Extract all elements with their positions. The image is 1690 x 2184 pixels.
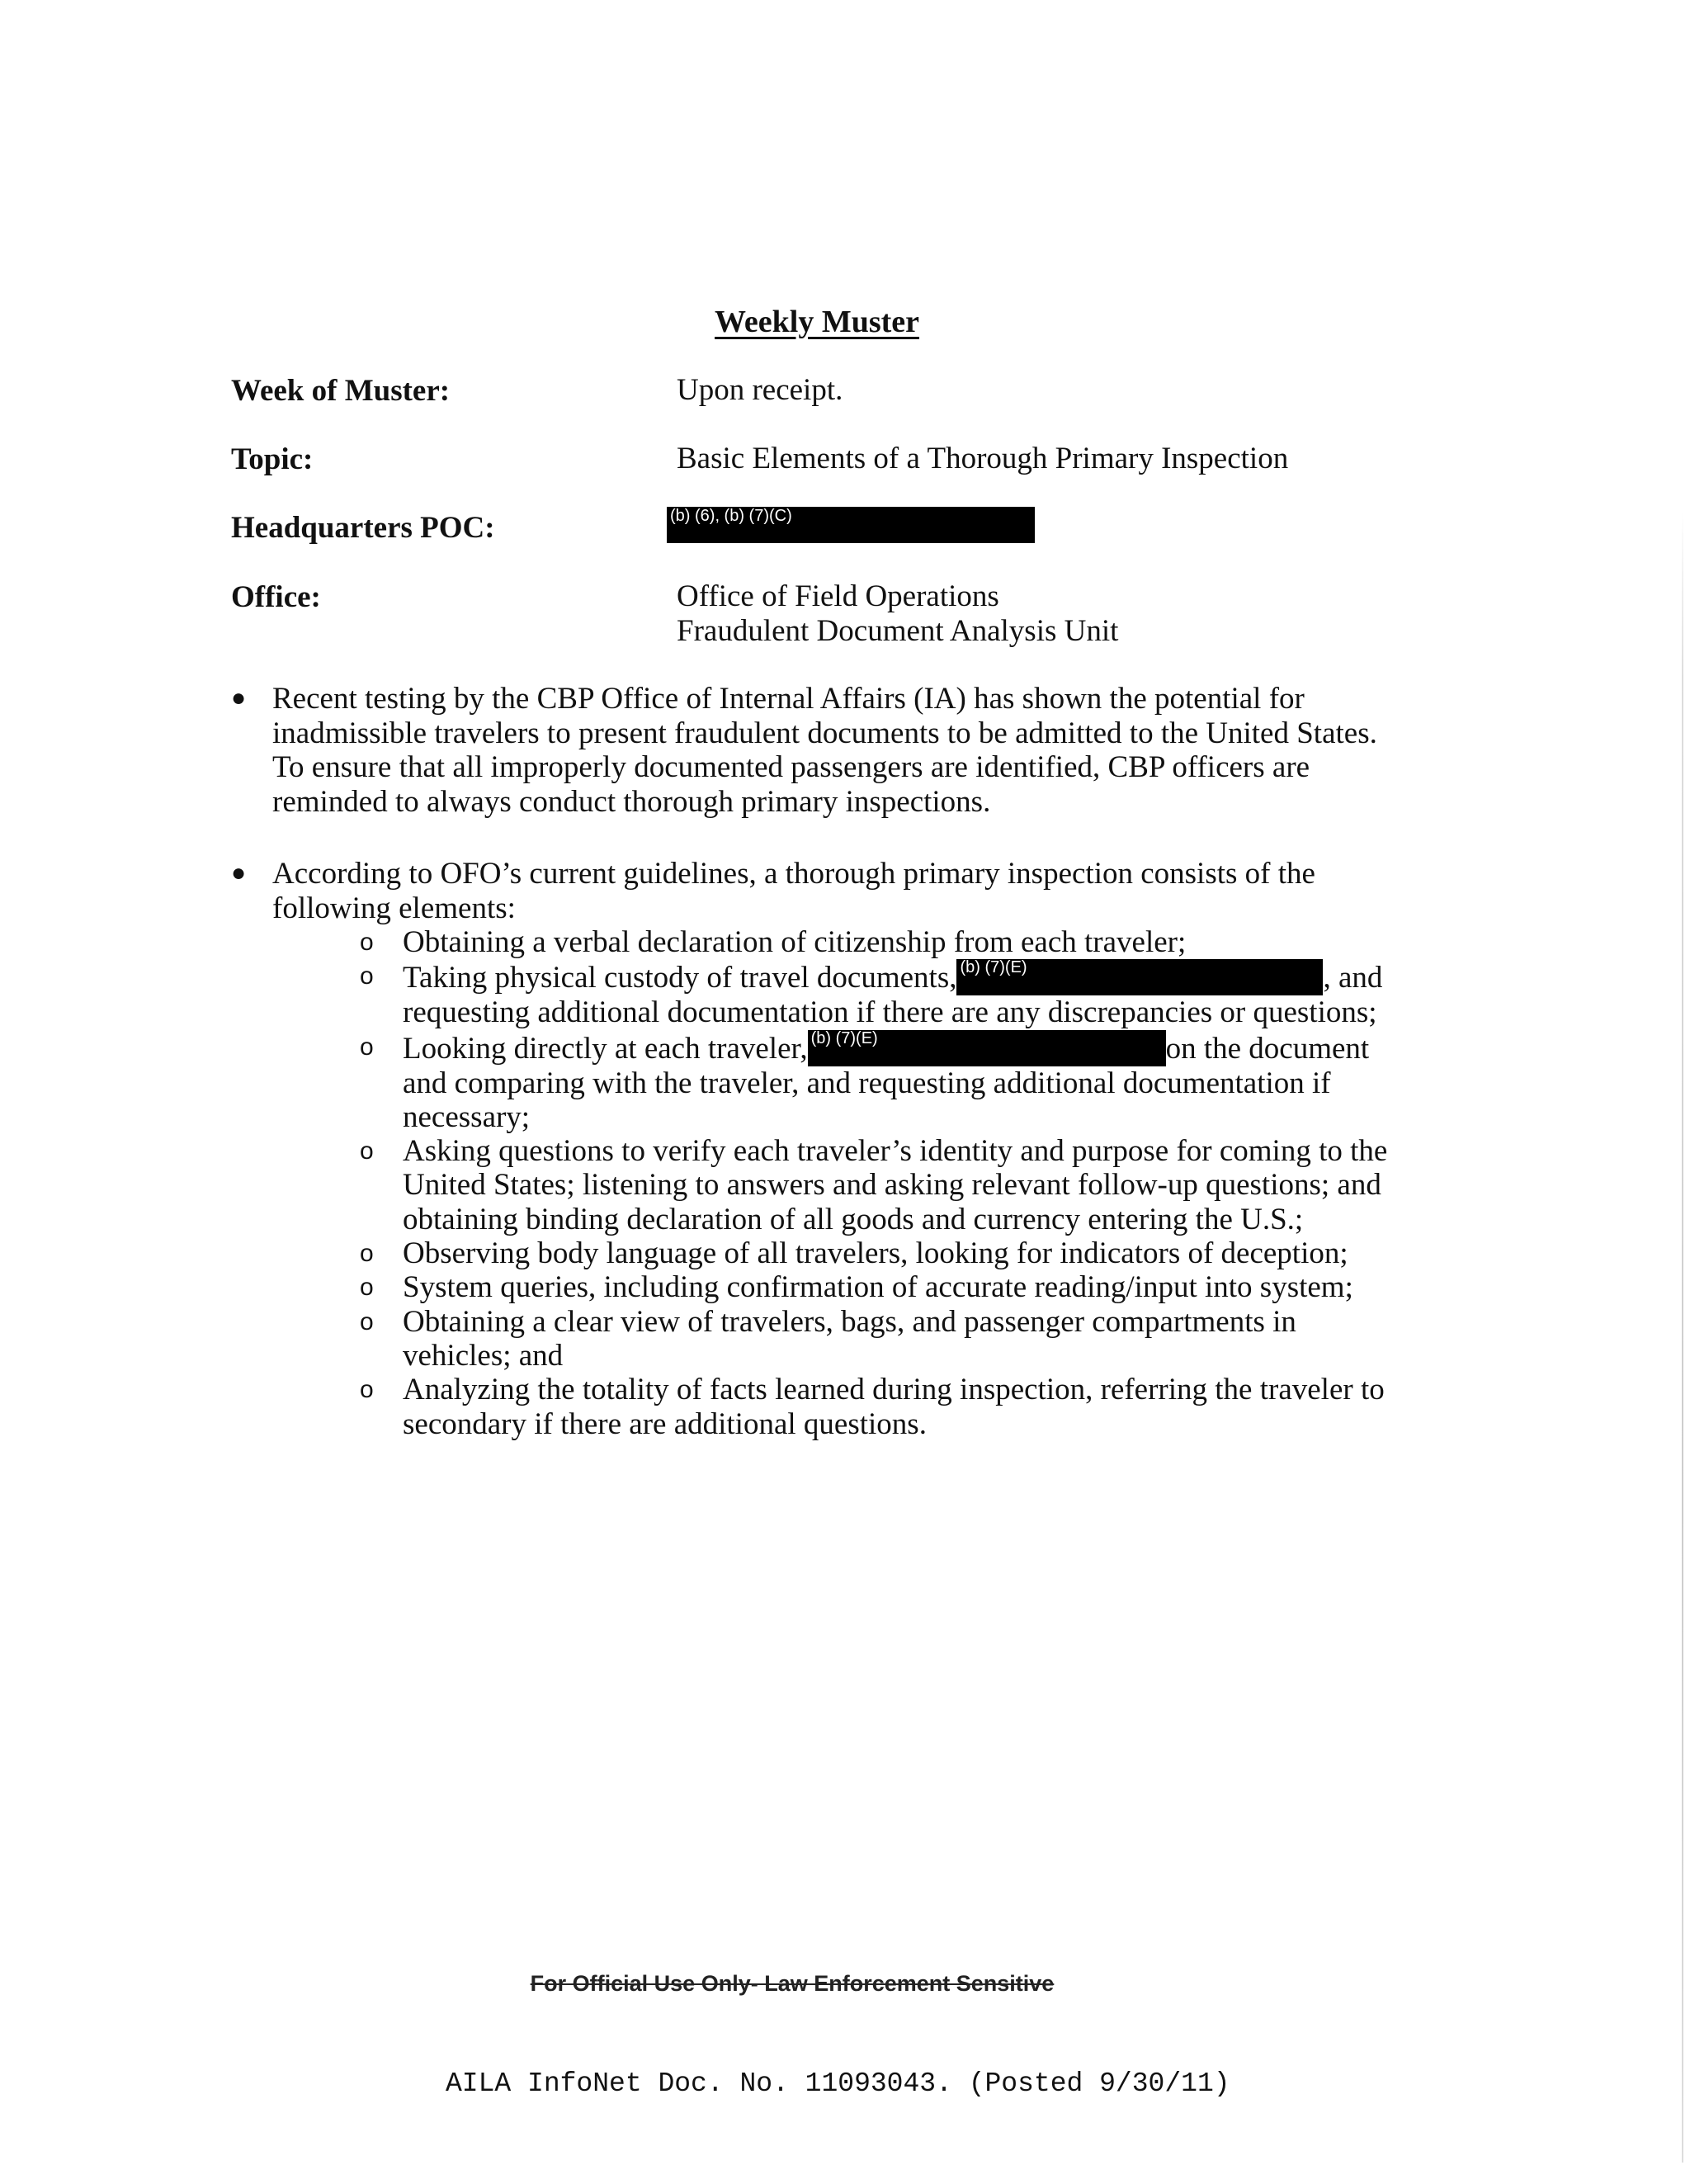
circle-bullet-icon: o	[360, 962, 374, 990]
circle-bullet-icon: o	[360, 929, 374, 956]
circle-bullet-icon: o	[360, 1376, 374, 1404]
field-label-poc: Headquarters POC:	[231, 511, 495, 545]
list-item-text: Observing body language of all travelers, looking for indicators of deception;	[403, 1236, 1348, 1271]
list-item	[360, 1373, 1393, 1441]
list-item-text: Analyzing the totality of facts learned during inspection, referring the traveler to secondary if there are additional questions.	[403, 1373, 1385, 1441]
list-item	[360, 959, 1393, 1030]
circle-bullet-icon: o	[360, 1137, 374, 1165]
page-title: Weekly Muster	[715, 305, 920, 339]
classification-marking: For Official Use Only- Law Enforcement Sensitive	[530, 1971, 1055, 1996]
redaction-box-poc: (b) (6), (b) (7)(C)	[667, 507, 1035, 543]
list-item-text: on the document and comparing with the traveler, and requesting additional documentation if necessary;	[403, 1031, 1370, 1134]
list-item-text: , and requesting additional documentation if there are any discrepancies or questions;	[403, 961, 1383, 1030]
field-value-office-line2: Fraudulent Document Analysis Unit	[677, 614, 1119, 648]
field-label-topic: Topic:	[231, 442, 314, 476]
field-value-office-line1: Office of Field Operations	[677, 579, 999, 613]
list-item-text: System queries, including confirmation of accurate reading/input into system;	[403, 1270, 1353, 1305]
circle-bullet-icon: o	[360, 1274, 374, 1302]
list-item-text: Asking questions to verify each traveler’s identity and purpose for coming to the United States; listening to answers and asking relevant follow-up questions; and obtaining binding declaration of all goods and currency entering the U.S.;	[403, 1134, 1388, 1236]
inspection-elements-list	[360, 925, 1393, 1441]
field-value-topic: Basic Elements of a Thorough Primary Inspection	[677, 442, 1289, 475]
list-item-text: Obtaining a clear view of travelers, bags, and passenger compartments in vehicles; and	[403, 1304, 1296, 1373]
scan-edge-line	[1682, 512, 1683, 2163]
list-item-text: Obtaining a verbal declaration of citizenship from each traveler;	[403, 925, 1187, 959]
list-item	[360, 1134, 1393, 1236]
redaction-box-inline: (b) (7)(E)	[808, 1030, 1166, 1066]
circle-bullet-icon: o	[360, 1307, 374, 1335]
field-value-week: Upon receipt.	[677, 373, 843, 407]
list-item-text: Taking physical custody of travel documents,	[403, 961, 957, 995]
list-item	[360, 1029, 1393, 1135]
list-item-text: Looking directly at each traveler,	[403, 1031, 808, 1066]
field-label-week: Week of Muster:	[231, 374, 451, 408]
list-item	[360, 925, 1393, 959]
bullet-paragraph-ia-testing: Recent testing by the CBP Office of Internal Affairs (IA) has shown the potential for inadmissible travelers to present fraudulent documents to be admitted to the United States. To ensure that all improperly documented passengers are identified, CBP officers are reminded to always conduct thorough primary inspections.	[272, 682, 1377, 819]
list-item	[360, 1270, 1393, 1305]
bullet-paragraph-guidelines: According to OFO’s current guidelines, a thorough primary inspection consists of the following elements:	[272, 857, 1315, 925]
document-number: AILA InfoNet Doc. No. 11093043. (Posted 9/30/11)	[446, 2068, 1230, 2099]
list-item	[360, 1236, 1393, 1271]
circle-bullet-icon: o	[360, 1033, 374, 1061]
circle-bullet-icon: o	[360, 1240, 374, 1268]
redaction-box-inline: (b) (7)(E)	[956, 959, 1323, 995]
bullet-marker: ●	[231, 684, 247, 711]
field-label-office: Office:	[231, 580, 321, 614]
list-item	[360, 1304, 1393, 1373]
bullet-marker: ●	[231, 859, 247, 886]
